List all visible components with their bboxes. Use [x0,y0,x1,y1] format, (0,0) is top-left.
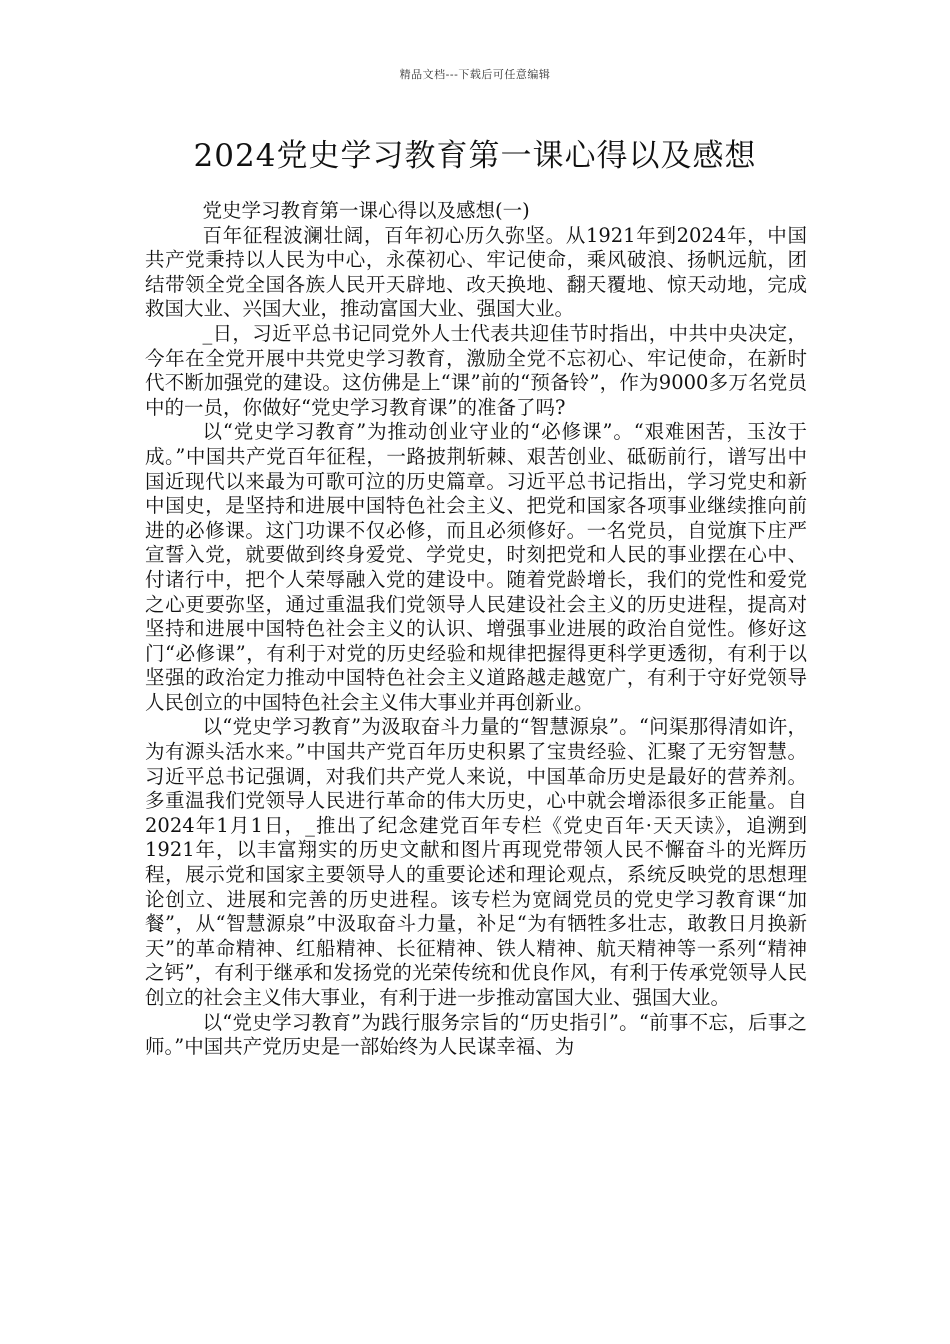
paragraph: 以“党史学习教育”为推动创业守业的“必修课”。“艰难困苦，玉汝于成。”中国共产党百年征程，一路披荆斩棘、艰苦创业、砥砺前行，谱写出中国近现代以来最为可歌可泣的历史篇章。习近平总书记指出，学习党史和新中国史，是坚持和进展中国特色社会主义、把党和国家各项事业继续推向前进的必修课。这门功课不仅必修，而且必须修好。一名党员，自觉旗下庄严宣誓入党，就要做到终身爱党、学党史，时刻把党和人民的事业摆在心中、付诸行中，把个人荣辱融入党的建设中。随着党龄增长，我们的党性和爱党之心更要弥坚，通过重温我们党领导人民建设社会主义的历史进程，提高对坚持和进展中国特色社会主义的认识、增强事业进展的政治自觉性。修好这门“必修课”，有利于对党的历史经验和规律把握得更科学更透彻，有利于以坚强的政治定力推动中国特色社会主义道路越走越宽广，有利于守好党领导人民创立的中国特色社会主义伟大事业并再创新业。 [145,420,807,714]
document-title: 2024党史学习教育第一课心得以及感想 [193,138,757,174]
header-note: 精品文档---下载后可任意编辑 [399,68,551,81]
paragraph: 以“党史学习教育”为践行服务宗旨的“历史指引”。“前事不忘，后事之师。”中国共产党历史是一部始终为人民谋幸福、为 [145,1010,807,1059]
document-body [145,199,807,1060]
paragraph: _日，习近平总书记同党外人士代表共迎佳节时指出，中共中央决定，今年在全党开展中共党史学习教育，激励全党不忘初心、牢记使命，在新时代不断加强党的建设。这仿佛是上“课”前的“预备铃”，作为9000多万名党员中的一员，你做好“党史学习教育课”的准备了吗? [145,321,807,419]
paragraph: 以“党史学习教育”为汲取奋斗力量的“智慧源泉”。“问渠那得清如许，为有源头活水来。”中国共产党百年历史积累了宝贵经验、汇聚了无穷智慧。习近平总书记强调，对我们共产党人来说，中国革命历史是最好的营养剂。多重温我们党领导人民进行革命的伟大历史，心中就会增添很多正能量。自2024年1月1日，_推出了纪念建党百年专栏《党史百年·天天读》，追溯到1921年，以丰富翔实的历史文献和图片再现党带领人民不懈奋斗的光辉历程，展示党和国家主要领导人的重要论述和理论观点，系统反映党的思想理论创立、进展和完善的历史进程。该专栏为宽阔党员的党史学习教育课“加餐”，从“智慧源泉”中汲取奋斗力量，补足“为有牺牲多壮志，敢教日月换新天”的革命精神、红船精神、长征精神、铁人精神、航天精神等一系列“精神之钙”，有利于继承和发扬党的光荣传统和优良作风，有利于传承党领导人民创立的社会主义伟大事业，有利于进一步推动富国大业、强国大业。 [145,715,807,1009]
section-heading: 党史学习教育第一课心得以及感想(一) [202,199,530,222]
paragraph: 百年征程波澜壮阔，百年初心历久弥坚。从1921年到2024年，中国共产党秉持以人民为中心，永葆初心、牢记使命，乘风破浪、扬帆远航，团结带领全党全国各族人民开天辟地、改天换地、翻天覆地、惊天动地，完成救国大业、兴国大业，推动富国大业、强国大业。 [145,223,807,321]
